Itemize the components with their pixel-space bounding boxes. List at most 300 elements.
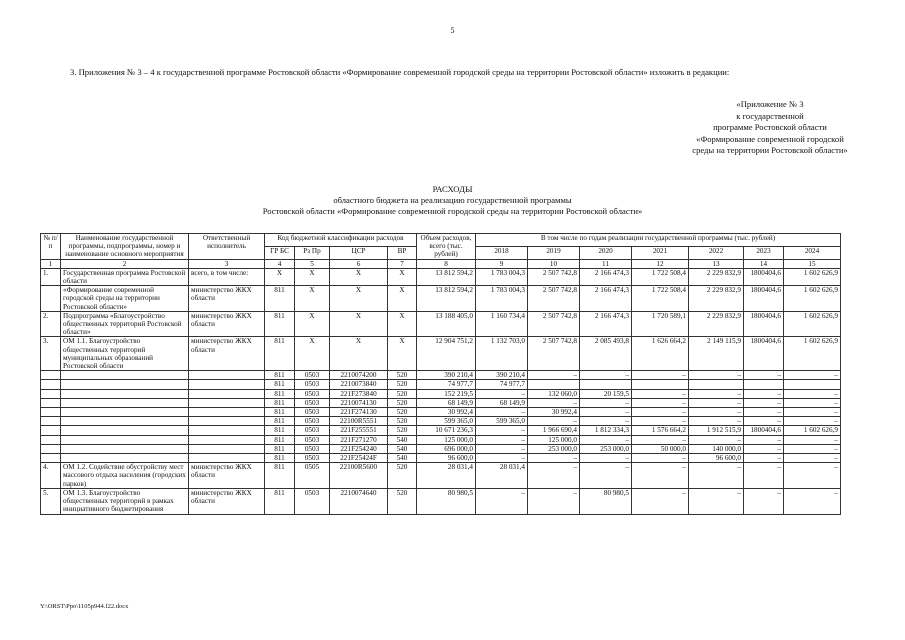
column-number: 14 — [744, 259, 784, 268]
table-cell: 2 085 493,8 — [580, 337, 632, 371]
table-cell: 1 576 664,2 — [632, 426, 689, 435]
table-cell: 2 507 742,8 — [528, 337, 580, 371]
table-cell — [41, 435, 61, 444]
table-cell: 28 031,4 — [476, 463, 528, 489]
table-cell: 1 602 626,9 — [784, 268, 841, 285]
table-cell — [41, 371, 61, 380]
table-cell: 1 812 334,3 — [580, 426, 632, 435]
table-cell: 520 — [388, 371, 417, 380]
table-cell: 30 992,4 — [528, 408, 580, 417]
table-cell: министерство ЖКХ области — [189, 463, 265, 489]
table-cell: 2 507 742,8 — [528, 268, 580, 285]
table-cell — [189, 417, 265, 426]
table-cell: 0503 — [295, 444, 330, 453]
table-cell: – — [744, 435, 784, 444]
table-cell: 13 812 594,2 — [417, 268, 476, 285]
table-cell — [61, 389, 189, 398]
table-cell: – — [580, 417, 632, 426]
table-cell: министерство ЖКХ области — [189, 337, 265, 371]
table-cell: 0503 — [295, 488, 330, 514]
column-number: 5 — [295, 259, 330, 268]
table-cell — [189, 435, 265, 444]
table-cell: – — [744, 444, 784, 453]
table-cell — [41, 417, 61, 426]
table-cell: 0503 — [295, 389, 330, 398]
table-cell: – — [632, 435, 689, 444]
table-cell: Х — [330, 286, 388, 312]
table-cell: 811 — [265, 380, 295, 389]
table-cell: министерство ЖКХ области — [189, 311, 265, 337]
header-name: Наименование государственной программы, подпрограммы, номер и наименование основного мероприятия — [61, 234, 189, 260]
table-row — [41, 311, 841, 337]
table-cell: 5. — [41, 488, 61, 514]
column-number: 4 — [265, 259, 295, 268]
table-cell: 1 160 734,4 — [476, 311, 528, 337]
table-cell: 13 188 405,0 — [417, 311, 476, 337]
table-cell: 520 — [388, 408, 417, 417]
table-cell: 2 229 832,9 — [689, 268, 744, 285]
table-cell: – — [784, 463, 841, 489]
table-cell: 0503 — [295, 380, 330, 389]
table-cell: 2210074200 — [330, 371, 388, 380]
table-cell: 20 159,5 — [580, 389, 632, 398]
table-cell: Х — [388, 286, 417, 312]
table-cell: – — [476, 444, 528, 453]
table-cell: Х — [295, 337, 330, 371]
header-rzpr: Рз Пр — [295, 246, 330, 259]
table-row — [41, 371, 841, 380]
title-line: областного бюджета на реализацию государственной программы — [333, 195, 572, 205]
table-cell: – — [476, 435, 528, 444]
table-cell: 125 000,0 — [528, 435, 580, 444]
table-cell: 811 — [265, 426, 295, 435]
column-number: 6 — [330, 259, 388, 268]
table-cell — [632, 380, 689, 389]
table-cell: министерство ЖКХ области — [189, 488, 265, 514]
document-title — [0, 184, 905, 217]
table-cell: 540 — [388, 435, 417, 444]
table-cell: ОМ 1.3. Благоустройство общественных территорий в рамках инициативного бюджетирования — [61, 488, 189, 514]
table-cell: 2 229 832,9 — [689, 286, 744, 312]
table-cell — [41, 454, 61, 463]
table-cell: 221F274130 — [330, 408, 388, 417]
table-cell: 1 602 626,9 — [784, 286, 841, 312]
table-cell: 2 507 742,8 — [528, 311, 580, 337]
header-year: 2020 — [580, 246, 632, 259]
table-cell: 2 166 474,3 — [580, 311, 632, 337]
table-cell: – — [744, 398, 784, 407]
table-cell — [189, 444, 265, 453]
table-cell: – — [784, 408, 841, 417]
table-cell: – — [476, 389, 528, 398]
table-cell: 0503 — [295, 435, 330, 444]
table-cell: «Формирование современной городской среды на территории Ростовской области» — [61, 286, 189, 312]
table-cell: – — [528, 488, 580, 514]
table-cell: – — [689, 389, 744, 398]
table-cell: 125 000,0 — [417, 435, 476, 444]
table-cell: – — [784, 454, 841, 463]
table-cell: 599 365,0 — [476, 417, 528, 426]
table-cell: – — [632, 398, 689, 407]
header-year: 2023 — [744, 246, 784, 259]
column-number: 12 — [632, 259, 689, 268]
appendix-line: к государственной — [736, 110, 804, 121]
table-cell: – — [744, 389, 784, 398]
table-cell: 152 219,5 — [417, 389, 476, 398]
table-cell: 1 602 626,9 — [784, 426, 841, 435]
table-cell — [41, 444, 61, 453]
table-cell: – — [784, 371, 841, 380]
table-cell: 68 149,9 — [417, 398, 476, 407]
table-cell: – — [632, 454, 689, 463]
column-number: 8 — [417, 259, 476, 268]
table-cell: – — [476, 408, 528, 417]
table-cell: – — [784, 444, 841, 453]
table-cell: 13 812 594,2 — [417, 286, 476, 312]
table-cell: 599 365,0 — [417, 417, 476, 426]
table-cell: 221F273840 — [330, 389, 388, 398]
header-executor: Ответственный исполнитель — [189, 234, 265, 260]
table-cell: – — [784, 435, 841, 444]
header-year: 2018 — [476, 246, 528, 259]
table-cell — [61, 426, 189, 435]
table-cell: – — [744, 488, 784, 514]
table-cell: – — [689, 398, 744, 407]
table-cell: 12 904 751,2 — [417, 337, 476, 371]
table-cell: министерство ЖКХ области — [189, 286, 265, 312]
table-cell: – — [744, 463, 784, 489]
table-cell: 22100R5551 — [330, 417, 388, 426]
table-cell: 520 — [388, 398, 417, 407]
table-cell: 221F255551 — [330, 426, 388, 435]
table-cell: 811 — [265, 408, 295, 417]
table-cell: 1800404,6 — [744, 311, 784, 337]
table-cell: – — [744, 454, 784, 463]
table-cell: – — [784, 398, 841, 407]
table-cell: – — [632, 389, 689, 398]
table-cell — [61, 380, 189, 389]
table-cell: ОМ 1.1. Благоустройство общественных территорий муниципальных образований Ростовской области — [61, 337, 189, 371]
table-row — [41, 454, 841, 463]
table-cell: 2 229 832,9 — [689, 311, 744, 337]
header-year: 2019 — [528, 246, 580, 259]
table-cell: – — [580, 408, 632, 417]
table-cell: 28 031,4 — [417, 463, 476, 489]
table-cell: Государственная программа Ростовской области — [61, 268, 189, 285]
table-cell: – — [580, 398, 632, 407]
table-cell: – — [784, 417, 841, 426]
table-cell: 0503 — [295, 398, 330, 407]
table-cell — [41, 398, 61, 407]
table-cell: 0503 — [295, 454, 330, 463]
table-cell: 2210074640 — [330, 488, 388, 514]
table-cell: – — [689, 463, 744, 489]
table-cell: – — [744, 371, 784, 380]
title-line: РАСХОДЫ — [432, 184, 473, 194]
table-cell: 520 — [388, 426, 417, 435]
table-cell — [61, 444, 189, 453]
table-cell: 811 — [265, 417, 295, 426]
table-cell: – — [632, 463, 689, 489]
header-year: 2022 — [689, 246, 744, 259]
table-cell: 50 000,0 — [632, 444, 689, 453]
table-cell: – — [580, 371, 632, 380]
title-line: Ростовской области «Формирование современной городской среды на территории Ростовской области» — [262, 206, 643, 216]
table-cell: 0503 — [295, 417, 330, 426]
table-cell: 140 000,0 — [689, 444, 744, 453]
table-cell: 540 — [388, 454, 417, 463]
table-cell — [41, 408, 61, 417]
appendix-line: программе Ростовской области — [713, 122, 827, 133]
table-cell: 811 — [265, 444, 295, 453]
table-cell: 96 600,0 — [417, 454, 476, 463]
table-row — [41, 398, 841, 407]
table-cell: – — [528, 417, 580, 426]
table-cell: – — [528, 398, 580, 407]
table-cell: 811 — [265, 371, 295, 380]
table-cell: 1 966 690,4 — [528, 426, 580, 435]
table-cell: – — [580, 463, 632, 489]
appendix-caption — [640, 99, 900, 157]
column-number: 3 — [189, 259, 265, 268]
column-number-row — [41, 259, 841, 268]
appendix-line: «Формирование современной городской — [696, 133, 844, 144]
table-cell: 811 — [265, 488, 295, 514]
table-row — [41, 268, 841, 285]
table-cell — [189, 408, 265, 417]
column-number: 1 — [41, 259, 61, 268]
table-row — [41, 380, 841, 389]
table-cell — [189, 389, 265, 398]
table-cell: 390 210,4 — [417, 371, 476, 380]
table-cell: 520 — [388, 488, 417, 514]
table-cell: 1 783 004,3 — [476, 286, 528, 312]
table-cell — [41, 286, 61, 312]
table-cell: – — [689, 408, 744, 417]
table-cell: Х — [295, 311, 330, 337]
header-code-group: Код бюджетной классификации расходов — [265, 234, 417, 247]
table-row — [41, 426, 841, 435]
table-cell — [61, 417, 189, 426]
table-row — [41, 408, 841, 417]
table-cell: 253 000,0 — [580, 444, 632, 453]
table-row — [41, 435, 841, 444]
table-cell: – — [476, 488, 528, 514]
table-row — [41, 417, 841, 426]
table-row — [41, 286, 841, 312]
table-cell: Х — [330, 268, 388, 285]
table-cell: 811 — [265, 337, 295, 371]
table-cell: – — [528, 454, 580, 463]
table-cell — [61, 454, 189, 463]
table-cell: 2 507 742,8 — [528, 286, 580, 312]
column-number: 2 — [61, 259, 189, 268]
table-cell — [61, 398, 189, 407]
table-cell — [61, 408, 189, 417]
appendix-line: «Приложение № 3 — [736, 99, 804, 109]
table-row — [41, 444, 841, 453]
table-row — [41, 389, 841, 398]
table-cell: 2 149 115,9 — [689, 337, 744, 371]
table-cell: 520 — [388, 417, 417, 426]
header-vr: ВР — [388, 246, 417, 259]
table-cell — [41, 380, 61, 389]
table-cell: 811 — [265, 311, 295, 337]
table-cell: 68 149,9 — [476, 398, 528, 407]
table-cell: Подпрограмма «Благоустройство общественных территорий Ростовской области» — [61, 311, 189, 337]
column-number: 9 — [476, 259, 528, 268]
table-row — [41, 463, 841, 489]
table-cell: 811 — [265, 389, 295, 398]
table-cell: 1800404,6 — [744, 286, 784, 312]
table-cell: 30 992,4 — [417, 408, 476, 417]
table-cell: 2210073840 — [330, 380, 388, 389]
table-cell: Х — [388, 337, 417, 371]
table-cell: – — [632, 408, 689, 417]
header-grbs: ГР БС — [265, 246, 295, 259]
table-cell: – — [689, 488, 744, 514]
column-number: 13 — [689, 259, 744, 268]
table-cell: 2210074130 — [330, 398, 388, 407]
table-cell: 96 600,0 — [689, 454, 744, 463]
table-cell: 696 000,0 — [417, 444, 476, 453]
table-cell: 74 977,7 — [417, 380, 476, 389]
table-cell: 1 720 589,1 — [632, 311, 689, 337]
table-cell — [189, 371, 265, 380]
table-cell: 1800404,6 — [744, 268, 784, 285]
header-year: 2024 — [784, 246, 841, 259]
header-num: № п/п — [41, 234, 61, 260]
table-cell: 0503 — [295, 371, 330, 380]
table-cell: – — [476, 426, 528, 435]
table-cell: – — [632, 371, 689, 380]
page-number: 5 — [450, 26, 455, 35]
column-number: 10 — [528, 259, 580, 268]
intro-paragraph: 3. Приложения № 3 – 4 к государственной программе Ростовской области «Формирование современной городской среды на территории Ростовской области» изложить в редакции: — [70, 67, 730, 77]
table-cell: – — [632, 417, 689, 426]
table-cell: 221F271270 — [330, 435, 388, 444]
table-cell — [528, 380, 580, 389]
table-cell: 520 — [388, 389, 417, 398]
table-cell: 221F25424F — [330, 454, 388, 463]
table-cell: 0503 — [295, 426, 330, 435]
table-cell: 520 — [388, 380, 417, 389]
header-volume: Объем расходов, всего (тыс. рублей) — [417, 234, 476, 260]
expenses-table — [40, 233, 841, 515]
table-cell: – — [689, 435, 744, 444]
table-cell: Х — [295, 268, 330, 285]
table-cell: 811 — [265, 454, 295, 463]
table-cell: – — [784, 389, 841, 398]
appendix-line: среды на территории Ростовской области» — [692, 145, 848, 156]
table-cell: – — [689, 417, 744, 426]
file-path-footer: Y:\ORST\Ppo\1105p944.f22.docx — [40, 603, 129, 610]
table-cell: Х — [388, 311, 417, 337]
table-cell — [189, 380, 265, 389]
table-cell: 1800404,6 — [744, 426, 784, 435]
table-cell — [189, 454, 265, 463]
table-cell — [61, 371, 189, 380]
table-cell: 811 — [265, 463, 295, 489]
table-cell: 811 — [265, 398, 295, 407]
table-cell: 2 166 474,3 — [580, 286, 632, 312]
table-cell: 811 — [265, 435, 295, 444]
table-cell: 22100R5600 — [330, 463, 388, 489]
table-cell: 4. — [41, 463, 61, 489]
table-cell: 253 000,0 — [528, 444, 580, 453]
table-cell: 1 912 515,9 — [689, 426, 744, 435]
table-cell: 1 722 508,4 — [632, 268, 689, 285]
table-cell: – — [744, 417, 784, 426]
table-cell — [61, 435, 189, 444]
table-cell: Х — [330, 337, 388, 371]
table-cell: 1 626 664,2 — [632, 337, 689, 371]
column-number: 15 — [784, 259, 841, 268]
table-cell: 3. — [41, 337, 61, 371]
table-cell: – — [632, 488, 689, 514]
column-number: 7 — [388, 259, 417, 268]
table-cell: ОМ 1.2. Содействие обустройству мест массового отдыха населения (городских парков) — [61, 463, 189, 489]
table-cell: – — [689, 371, 744, 380]
table-cell — [41, 389, 61, 398]
table-cell: 2 166 474,3 — [580, 268, 632, 285]
table-cell: 520 — [388, 463, 417, 489]
table-row — [41, 337, 841, 371]
table-cell: – — [744, 408, 784, 417]
header-years-group: В том числе по годам реализации государственной программы (тыс. рублей) — [476, 234, 841, 247]
table-cell: Х — [295, 286, 330, 312]
table-cell — [784, 380, 841, 389]
table-cell: – — [528, 371, 580, 380]
table-cell: – — [580, 454, 632, 463]
table-cell: 132 060,0 — [528, 389, 580, 398]
table-cell: – — [528, 463, 580, 489]
table-cell: 1 602 626,9 — [784, 337, 841, 371]
table-cell: – — [580, 435, 632, 444]
header-csr: ЦСР — [330, 246, 388, 259]
table-row — [41, 488, 841, 514]
table-cell: Х — [265, 268, 295, 285]
table-cell: 1 132 703,0 — [476, 337, 528, 371]
table-cell: 80 980,5 — [417, 488, 476, 514]
table-cell: 74 977,7 — [476, 380, 528, 389]
table-cell: 0505 — [295, 463, 330, 489]
table-cell: 10 671 236,3 — [417, 426, 476, 435]
table-cell: 811 — [265, 286, 295, 312]
table-cell: 221F254240 — [330, 444, 388, 453]
table-cell — [689, 380, 744, 389]
table-cell — [189, 426, 265, 435]
table-cell — [41, 426, 61, 435]
table-cell: 1. — [41, 268, 61, 285]
table-cell: Х — [330, 311, 388, 337]
table-cell — [580, 380, 632, 389]
table-cell: – — [476, 454, 528, 463]
table-cell: 540 — [388, 444, 417, 453]
header-year: 2021 — [632, 246, 689, 259]
table-cell: 390 210,4 — [476, 371, 528, 380]
table-cell: 0503 — [295, 408, 330, 417]
table-cell: 1 722 508,4 — [632, 286, 689, 312]
table-cell: 80 980,5 — [580, 488, 632, 514]
table-cell: 1 602 626,9 — [784, 311, 841, 337]
table-cell — [744, 380, 784, 389]
table-cell: всего, в том числе: — [189, 268, 265, 285]
table-cell: 2. — [41, 311, 61, 337]
table-cell: 1 783 004,3 — [476, 268, 528, 285]
table-cell — [189, 398, 265, 407]
table-cell: Х — [388, 268, 417, 285]
